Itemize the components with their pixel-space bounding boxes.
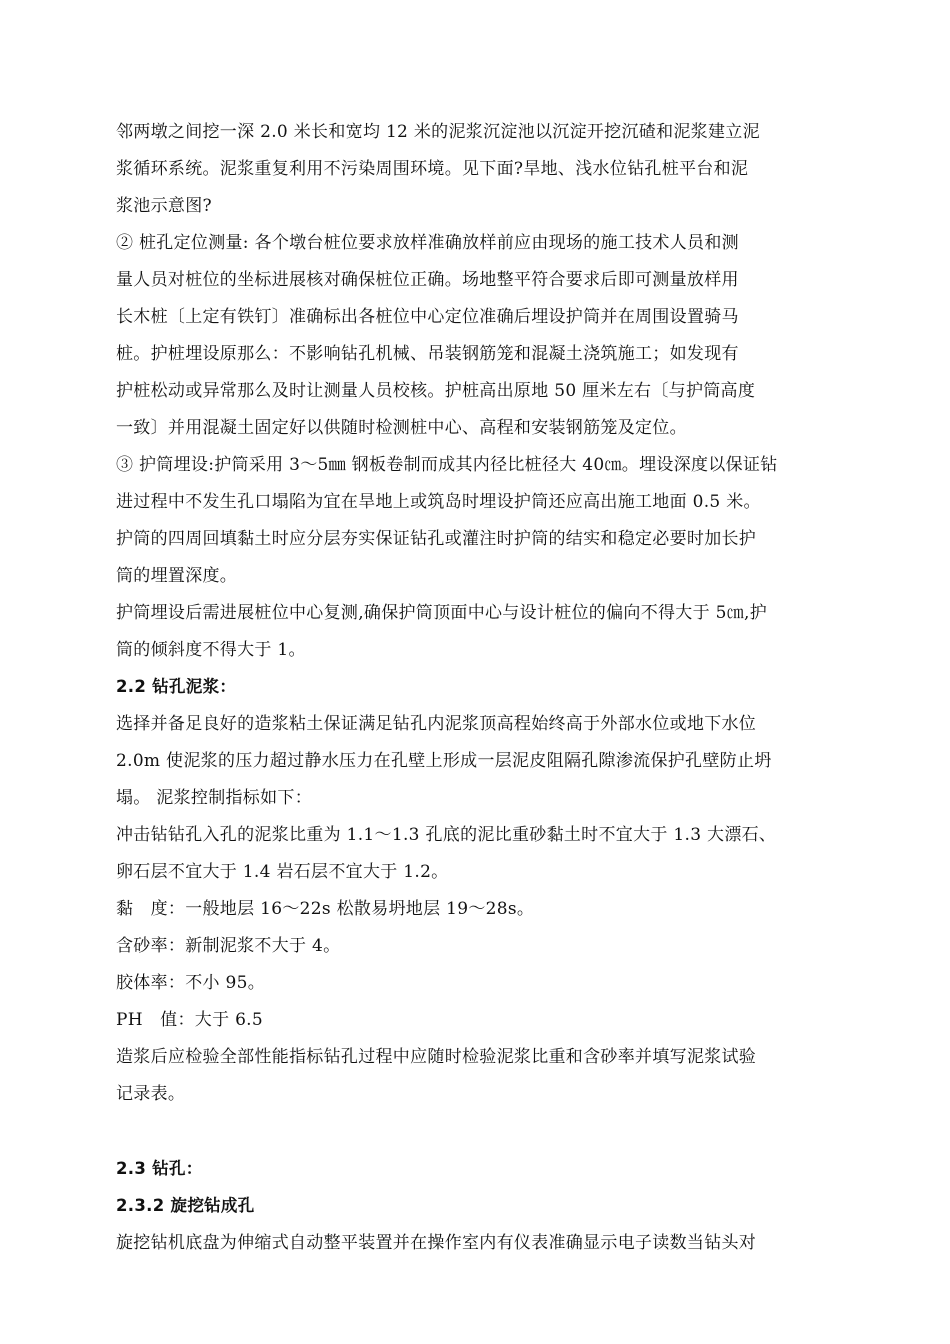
paragraph-line: 护桩松动或异常那么及时让测量人员校核。护桩高出原地 50 厘米左右〔与护筒高度 [116,381,756,401]
section-heading: 2.2 钻孔泥浆： [116,677,237,696]
paragraph-line: 筒的埋置深度。 [116,566,238,586]
paragraph-line: 记录表。 [116,1084,186,1104]
paragraph-line: 长木桩〔上定有铁钉〕准确标出各桩位中心定位准确后埋设护筒并在周围设置骑马 [116,307,739,327]
paragraph-line: ③ 护筒埋设:护筒采用 3～5㎜ 钢板卷制而成其内径比桩径大 40㎝。埋设深度以保证钻 [116,455,778,475]
paragraph-line: 2.0m 使泥浆的压力超过静水压力在孔壁上形成一层泥皮阻隔孔隙渗流保护孔壁防止坍 [116,751,772,771]
paragraph-line: ② 桩孔定位测量: 各个墩台桩位要求放样准确放样前应由现场的施工技术人员和测 [116,233,739,253]
paragraph-line: 含砂率：新制泥浆不大于 4。 [116,936,341,956]
paragraph-line: 浆循环系统。泥浆重复利用不污染周围环境。见下面?旱地、浅水位钻孔桩平台和泥 [116,159,749,179]
paragraph-line: PH 值：大于 6.5 [116,1010,264,1030]
paragraph-line: 选择并备足良好的造浆粘土保证满足钻孔内泥浆顶高程始终高于外部水位或地下水位 [116,714,757,734]
paragraph-line: 进过程中不发生孔口塌陷为宜在旱地上或筑岛时埋设护筒还应高出施工地面 0.5 米。 [116,492,761,512]
paragraph-line: 浆池示意图? [116,196,212,216]
section-heading: 2.3 钻孔： [116,1159,203,1178]
subsection-heading: 2.3.2 旋挖钻成孔 [116,1196,255,1215]
paragraph-line: 黏 度：一般地层 16～22s 松散易坍地层 19～28s。 [116,899,535,919]
paragraph-line: 护筒的四周回填黏土时应分层夯实保证钻孔或灌注时护筒的结实和稳定必要时加长护 [116,529,757,549]
paragraph-line: 塌。 泥浆控制指标如下： [116,788,313,808]
paragraph-line: 量人员对桩位的坐标进展核对确保桩位正确。场地整平符合要求后即可测量放样用 [116,270,739,290]
paragraph-line: 卵石层不宜大于 1.4 岩石层不宜大于 1.2。 [116,862,449,882]
paragraph-line: 造浆后应检验全部性能指标钻孔过程中应随时检验泥浆比重和含砂率并填写泥浆试验 [116,1047,757,1067]
paragraph-line: 护筒埋设后需进展桩位中心复测,确保护筒顶面中心与设计桩位的偏向不得大于 5㎝,护 [116,603,768,623]
paragraph-line: 筒的倾斜度不得大于 1。 [116,640,306,660]
paragraph-line: 邻两墩之间挖一深 2.0 米长和宽均 12 米的泥浆沉淀池以沉淀开挖沉碴和泥浆建立泥 [116,122,760,142]
paragraph-line: 冲击钻钻孔入孔的泥浆比重为 1.1～1.3 孔底的泥比重砂黏土时不宜大于 1.3 大漂石、 [116,825,777,845]
paragraph-line: 旋挖钻机底盘为伸缩式自动整平装置并在操作室内有仪表准确显示电子读数当钻头对 [116,1233,757,1253]
paragraph-line: 一致〕并用混凝土固定好以供随时检测桩中心、高程和安装钢筋笼及定位。 [116,418,687,438]
paragraph-line: 胶体率：不小 95。 [116,973,266,993]
paragraph-line: 桩。护桩埋设原那么：不影响钻孔机械、吊装钢筋笼和混凝土浇筑施工；如发现有 [116,344,739,364]
